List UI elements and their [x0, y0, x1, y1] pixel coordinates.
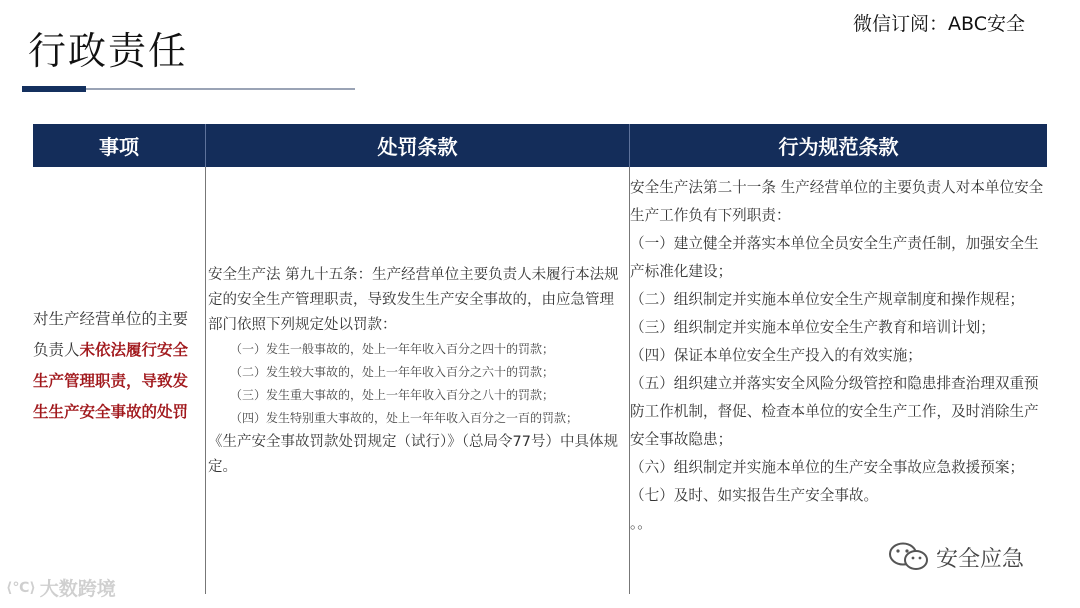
item-text	[33, 304, 201, 428]
item-prefix: 对生产经营单位的主要负责人	[33, 310, 189, 359]
norm-item: （六）组织制定并实施本单位的生产安全事故应急救援预案；	[630, 459, 1025, 476]
norm-intro: 安全生产法第二十一条 生产经营单位的主要负责人对本单位安全生产工作负有下列职责：	[630, 179, 1044, 224]
title-accent-bar	[22, 86, 86, 92]
penalty-text	[208, 263, 624, 480]
norm-item: （二）组织制定并实施本单位安全生产规章制度和操作规程；	[630, 291, 1025, 308]
column-header-item: 事项	[33, 124, 206, 167]
item-highlight: 未依法履行安全生产管理职责，导致发生生产安全事故的处罚	[33, 341, 189, 421]
penalty-item: （一）发生一般事故的，处上一年年收入百分之四十的罚款；	[230, 342, 555, 356]
table-row	[33, 167, 1047, 594]
column-header-penalty: 处罚条款	[206, 124, 630, 167]
watermark-right-text: 安全应急	[936, 546, 1025, 572]
penalty-item: （四）发生特别重大事故的，处上一年年收入百分之一百的罚款；	[230, 411, 579, 425]
penalty-cell	[205, 167, 629, 594]
subscribe-label: 微信订阅：ABC安全	[853, 13, 1025, 35]
penalty-intro: 安全生产法 第九十五条：生产经营单位主要负责人未履行本法规定的安全生产管理职责，导致发生生产安全事故的，由应急管理部门依照下列规定处以罚款：	[208, 267, 619, 333]
penalty-outro: 《生产安全事故罚款处罚规定（试行）》（总局令77号）中具体规定。	[208, 434, 618, 475]
norm-text	[630, 174, 1050, 538]
watermark-left	[6, 574, 116, 601]
watermark-right	[888, 540, 1024, 574]
norm-cell	[629, 167, 1047, 594]
watermark-logo-icon: ⟨℃⟩	[6, 579, 36, 596]
norm-item: （四）保证本单位安全生产投入的有效实施；	[630, 347, 922, 364]
norm-item: （七）及时、如实报告生产安全事故。	[630, 487, 879, 504]
responsibility-table	[33, 124, 1047, 594]
page-title: 行政责任	[28, 29, 189, 73]
penalty-item: （二）发生较大事故的，处上一年年收入百分之六十的罚款；	[230, 365, 555, 379]
wechat-icon	[888, 540, 930, 574]
table-header	[33, 124, 1047, 167]
norm-item: （三）组织制定并实施本单位安全生产教育和培训计划；	[630, 319, 995, 336]
norm-end: 。。	[630, 515, 652, 532]
watermark-left-text: 大数跨境	[39, 578, 116, 600]
column-header-norm: 行为规范条款	[778, 135, 899, 159]
norm-item: （一）建立健全并落实本单位全员安全生产责任制，加强安全生产标准化建设；	[630, 235, 1039, 280]
penalty-item: （三）发生重大事故的，处上一年年收入百分之八十的罚款；	[230, 388, 555, 402]
norm-item: （五）组织建立并落实安全风险分级管控和隐患排查治理双重预防工作机制，督促、检查本单位的安全生产工作，及时消除生产安全事故隐患；	[630, 375, 1039, 448]
item-cell	[33, 167, 205, 594]
